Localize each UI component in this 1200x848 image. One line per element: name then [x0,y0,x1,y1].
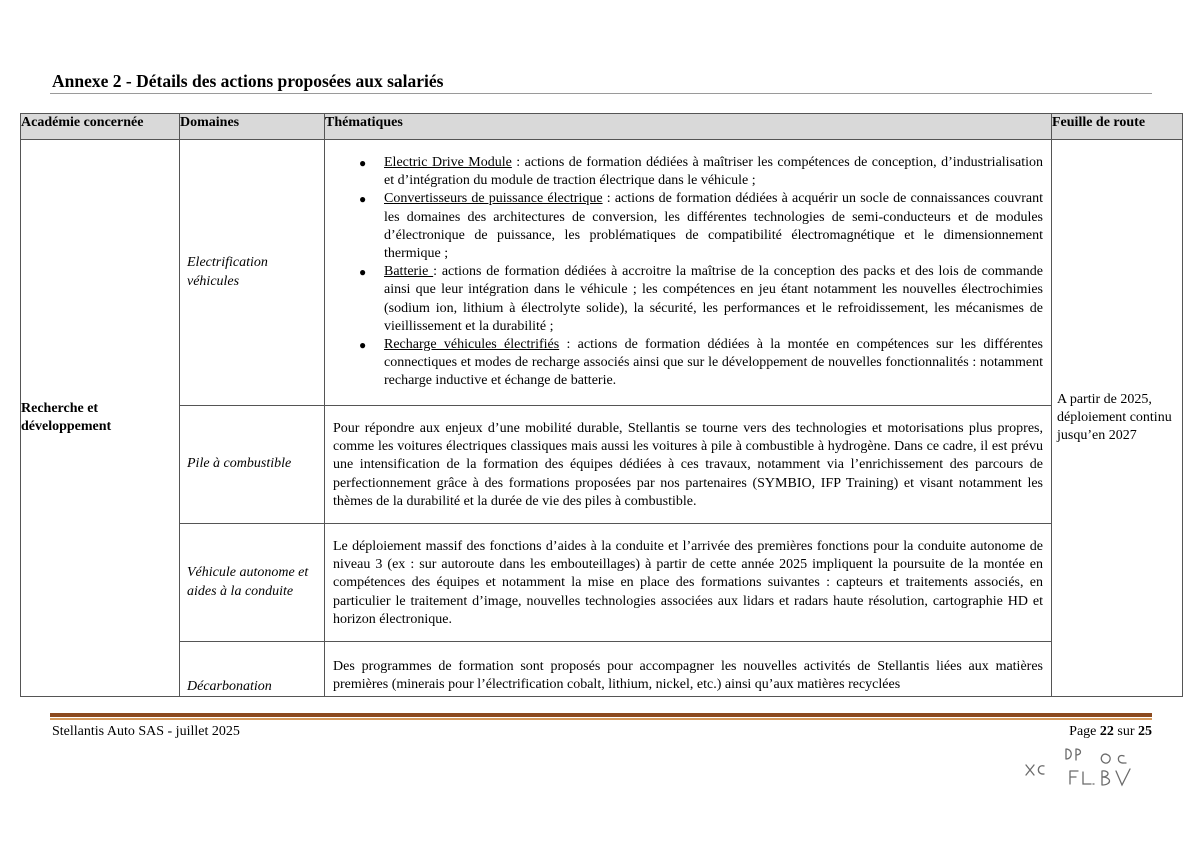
list-item: ● Electric Drive Module : actions de formation dédiées à maîtriser les compétences de conception, d’industrialisation et d’intégration du module de traction électrique dans le véhicule ; [359,155,1044,189]
feuille-de-route-text: A partir de 2025, déploiement continu jusqu’en 2027 [1057,391,1172,444]
page-title: Annexe 2 - Détails des actions proposées aux salariés [52,71,444,91]
initials-oc-stroke [1118,755,1126,763]
initials-xc-stroke [1026,765,1034,775]
page-separator: sur [1117,724,1135,739]
page-total: 25 [1138,724,1152,739]
domaine-label: Pile à combustible [187,456,292,472]
initials-fl-stroke [1083,772,1094,784]
header-academie: Académie concernée [21,114,180,140]
handwritten-initials [1020,745,1150,795]
thematique-cell [325,524,1052,642]
list-item: ● Recharge véhicules électrifiés : actions de formation dédiées à la montée en compétences sur les différentes connectiques et modes de recharge associés ainsi que sur le développement de nouvelles fonctionnalités : notamment recharge inductive et échange de batterie. [359,337,1043,389]
thematique-cell [325,140,1052,406]
domaine-cell [180,642,325,697]
initials-bv-stroke [1102,771,1110,785]
table-row [21,406,1183,524]
thematique-text: Le déploiement massif des fonctions d’aides à la conduite et l’arrivée des premières fonctions pour la conduite autonome de niveau 3 (ex : sur autoroute dans les embouteillages) à partir de cette année 2025 impliquent la poursuite de la montée en compétences des équipes et notamment la mise en place des formations suivantes : capteurs et traitements associés, en particulier le traitement d’image, nouvelles technologies associées aux lidars et radars haute résolution, cartographie HD et horizon électronique. [333,539,1043,627]
initials-oc-stroke [1101,754,1110,763]
bullet-term: Recharge véhicules électrifiés [384,337,560,353]
bullet-term: Convertisseurs de puissance électrique [384,191,603,207]
table-row [21,140,1183,406]
academie-label: Recherche et développement [21,400,112,435]
initials-bv-stroke [1116,769,1130,785]
footer-rule-accent [50,718,1152,720]
bullet-list [333,154,1043,391]
bullet-text: : actions de formation dédiées à accroitre la maîtrise de la conception des packs et des lois de commande ainsi que leur intégration dans le véhicule ; les compétences en jeu étant notamment les nouvelles électrochimies (sodium ion, lithium à électrolyte solide), la sécurité, les performances et le refroidissement, les mécanismes de vieillissement et la durabilité ; [384,264,1043,334]
footer-rule [50,713,1152,717]
thematique-text: Pour répondre aux enjeux d’une mobilité durable, Stellantis se tourne vers des technologies et motorisations plus propres, comme les voitures électriques classiques mais aussi les voitures à pile à combustible à hydrogène. Dans ce cadre, il est prévu une intensification de la formation des équipes dédiées à ces travaux, notamment via l’enrichissement des parcours de perfectionnement grâce à des formations proposées par nos partenaires (SYMBIO, IFP Training) et visant notamment les thèmes de la durabilité et la durée de vie des piles à combustible. [333,421,1043,509]
bullet-term: Batterie [384,264,434,280]
domaine-cell [180,140,325,406]
initials-xc-stroke [1038,766,1044,774]
bullet-text: : actions de formation dédiées à maîtriser les compétences de conception, d’industrialisation et d’intégration du module de traction électrique dans le véhicule ; [384,155,1044,189]
title-underline [50,93,1152,94]
bullet-text: : actions de formation dédiées à acquérir un socle de connaissances couvrant les domaines des architectures de conversion, les différentes technologies de semi-conducteurs et de modules d’électronique de puissance, les problématiques de compatibilité électromagnétique et le dimensionnement thermique ; [384,191,1043,262]
table-row [21,642,1183,697]
academie-cell [21,140,180,697]
domaine-cell [180,524,325,642]
page-prefix: Page [1069,724,1097,739]
thematique-cell [325,642,1052,697]
domaine-label: Véhicule autonome et aides à la conduite [187,565,309,599]
actions-table [20,113,1183,697]
header-thematiques: Thématiques [325,114,1052,140]
thematique-text: Des programmes de formation sont proposés pour accompagner les nouvelles activités de Stellantis liées aux matières premières (minerais pour l’électrification cobalt, lithium, nickel, etc.) ainsi qu’aux matières recyclées [333,659,1043,693]
initials-dp-stroke [1076,749,1081,760]
thematique-cell [325,406,1052,524]
footer-company: Stellantis Auto SAS - juillet 2025 [52,724,240,739]
initials-fl-stroke [1070,771,1078,784]
footer-page-number [1069,724,1152,740]
initials-dp-stroke [1066,749,1071,759]
domaine-label: Electrification véhicules [187,255,268,289]
domaine-label: Décarbonation [187,678,272,694]
list-item: ● Convertisseurs de puissance électrique : actions de formation dédiées à acquérir un socle de connaissances couvrant les domaines des architectures de conversion, les différentes technologies de semi-conducteurs et de modules d’électronique de puissance, les problématiques de compatibilité électromagnétique et le dimensionnement thermique ; [359,191,1043,262]
header-domaines: Domaines [180,114,325,140]
feuille-de-route-cell [1052,140,1183,697]
domaine-cell [180,406,325,524]
header-feuille-de-route: Feuille de route [1052,114,1183,140]
bullet-term: Electric Drive Module [384,155,512,170]
table-row [21,524,1183,642]
table-header-row [21,114,1183,140]
bullet-text: : actions de formation dédiées à la montée en compétences sur les différentes connectiques et modes de recharge associés ainsi que sur le développement de nouvelles fonctionnalités : notamment recharge inductive et échange de batterie. [384,337,1043,389]
list-item: ● Batterie : actions de formation dédiées à accroitre la maîtrise de la conception des packs et des lois de commande ainsi que leur intégration dans le véhicule ; les compétences en jeu étant notamment les nouvelles électrochimies (sodium ion, lithium à électrolyte solide), la sécurité, les performances et le refroidissement, les mécanismes de vieillissement et la durabilité ; [359,264,1043,334]
page-current: 22 [1099,724,1114,739]
